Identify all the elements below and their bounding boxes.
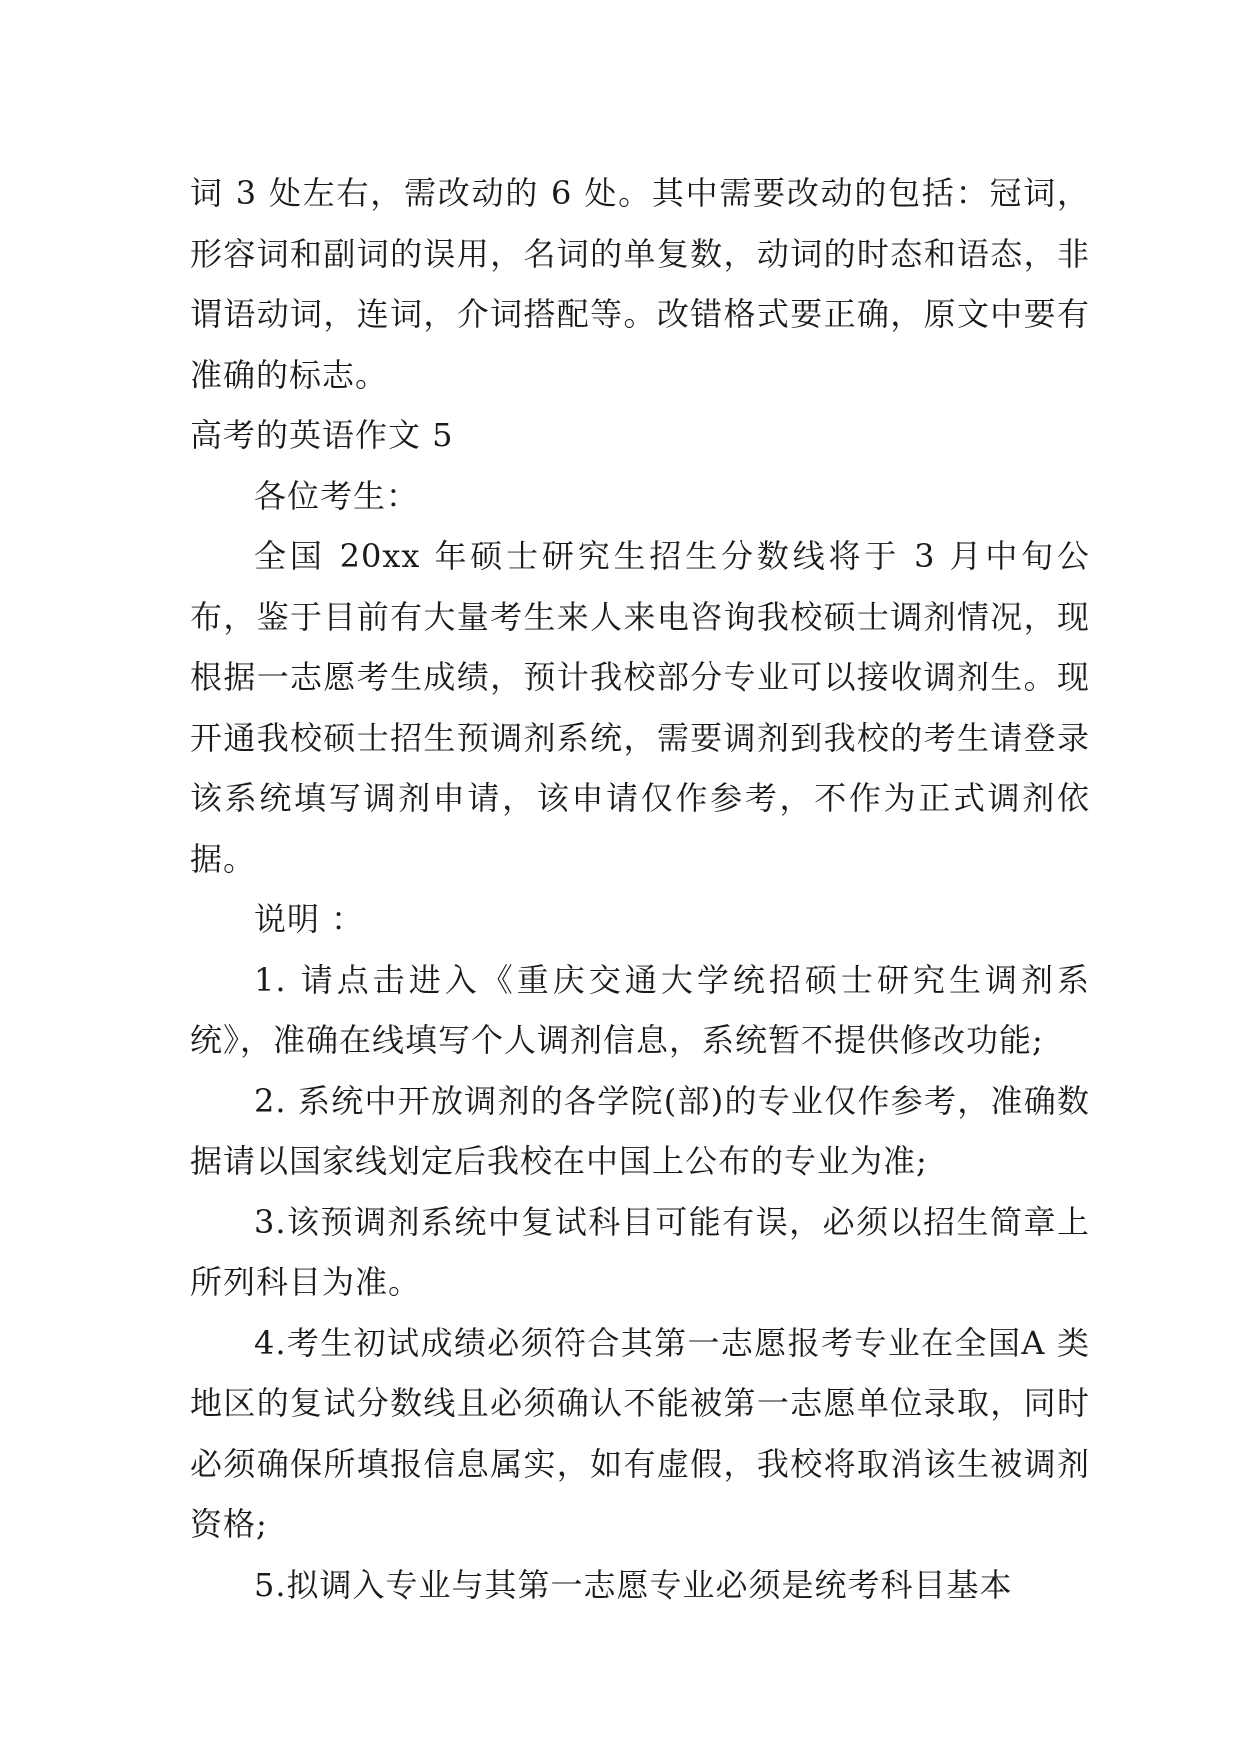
note-item-4: 4.考生初试成绩必须符合其第一志愿报考专业在全国A 类地区的复试分数线且必须确认不能被第一志愿单位录取，同时必须确保所填报信息属实，如有虚假，我校将取消该生被调剂资格;: [190, 1323, 1090, 1543]
paragraph-announcement: 全国 20xx 年硕士研究生招生分数线将于 3 月中旬公布，鉴于目前有大量考生来人来电咨询我校硕士调剂情况，现根据一志愿考生成绩，预计我校部分专业可以接收调剂生。现开通我校硕士招生预调剂系统，需要调剂到我校的考生请登录该系统填写调剂申请，该申请仅作参考，不作为正式调剂依据。: [190, 537, 1090, 878]
salutation: 各位考生：: [254, 476, 420, 515]
section-heading: 高考的英语作文 5: [190, 416, 454, 454]
note-item-3: 3.该预调剂系统中复试科目可能有误，必须以招生简章上所列科目为准。: [190, 1202, 1090, 1301]
notes-heading: 说明 ：: [254, 900, 365, 938]
note-item-5: 5.拟调入专业与其第一志愿专业必须是统考科目基本: [254, 1565, 1013, 1604]
paragraph-grammar-correction-notes: 词 3 处左右，需改动的 6 处。其中需要改动的包括：冠词，形容词和副词的误用，名词的单复数，动词的时态和语态，非谓语动词，连词，介词搭配等。改错格式要正确，原文中要有准确的标志。: [190, 174, 1090, 394]
note-item-1: 1. 请点击进入《重庆交通大学统招硕士研究生调剂系统》，准确在线填写个人调剂信息，系统暂不提供修改功能;: [190, 960, 1090, 1059]
document-body: [190, 163, 1090, 1615]
note-item-2: 2. 系统中开放调剂的各学院(部)的专业仅作参考，准确数据请以国家线划定后我校在中国上公布的专业为准;: [190, 1081, 1090, 1180]
